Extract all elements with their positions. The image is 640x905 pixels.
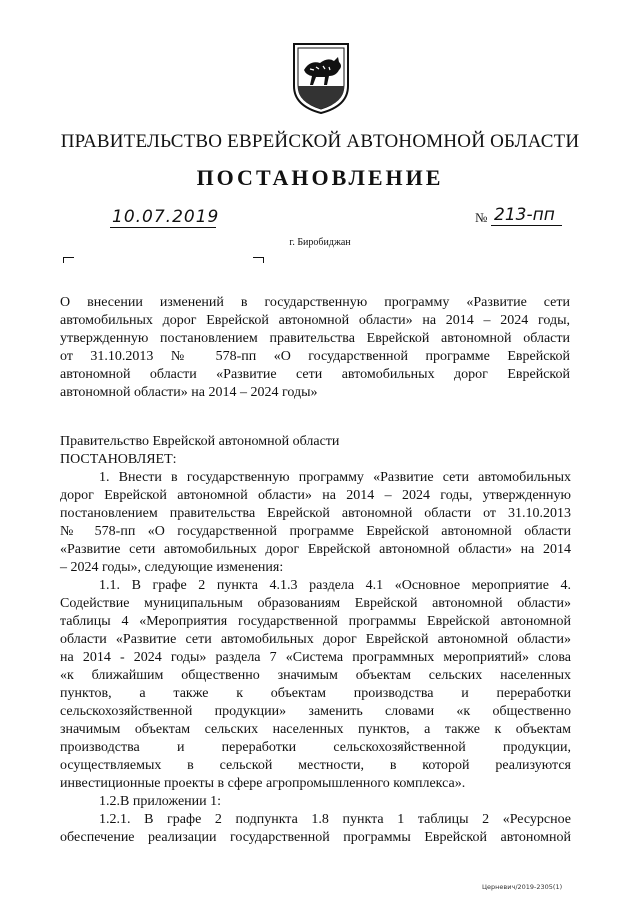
document-type: ПОСТАНОВЛЕНИЕ xyxy=(196,165,444,190)
body-line: значимым объектам сельских населенных пунктов, а также к объектам xyxy=(60,722,571,737)
number-label: № xyxy=(475,210,488,225)
body-line: дорог Еврейской автономной области» на 2014 – 2024 годы, утвержденную xyxy=(60,488,571,503)
body-line: 1.2.В приложении 1: xyxy=(99,794,222,809)
body-line: № 578-пп «О государственной программе Еврейской автономной области xyxy=(60,524,571,539)
body-line: инвестиционные проекты в сфере агропромышленного комплекса». xyxy=(60,776,466,791)
body-line: 1. Внести в государственную программу «Развитие сети автомобильных xyxy=(99,470,571,485)
body-line: осуществляемых в сельской местности, в которой реализуются xyxy=(60,758,571,773)
body-line: обеспечение реализации государственной программы Еврейской автономной xyxy=(60,830,571,845)
body-line: ПОСТАНОВЛЯЕТ: xyxy=(60,452,177,467)
document-date: 10.07.2019 xyxy=(112,207,220,227)
title-line: автономной области «Развитие сети автомобильных дорог Еврейской xyxy=(60,367,570,382)
body-line: Правительство Еврейской автономной области xyxy=(60,434,340,449)
title-line: О внесении изменений в государственную программу «Развитие сети xyxy=(60,295,570,310)
government-name: ПРАВИТЕЛЬСТВО ЕВРЕЙСКОЙ АВТОНОМНОЙ ОБЛАСТИ xyxy=(60,131,580,152)
body-line: пунктов, а также к объектам производства и переработки xyxy=(60,686,571,701)
title-bracket-right xyxy=(253,257,264,263)
title-line: утвержденную постановлением правительства Еврейской автономной области xyxy=(60,331,570,346)
coat-of-arms-emblem xyxy=(290,40,352,116)
body-line: Содействие муниципальным образованиям Еврейской автономной области» xyxy=(60,596,571,611)
body-line: постановлением правительства Еврейской автономной области от 31.10.2013 xyxy=(60,506,571,521)
body-line: сельскохозяйственной продукции» заменить словами «к общественно xyxy=(60,704,571,719)
title-line: автомобильных дорог Еврейской автономной области» на 2014 – 2024 годы, xyxy=(60,313,570,328)
body-line: 1.2.1. В графе 2 подпункта 1.8 пункта 1 таблицы 2 «Ресурсное xyxy=(99,812,571,827)
title-bracket-left xyxy=(63,257,74,263)
body-line: на 2014 - 2024 годы» раздела 7 «Система программных мероприятий» слова xyxy=(60,650,571,665)
body-line: «к ближайшим общественно значимым объектам сельских населенных xyxy=(60,668,571,683)
body-line: 1.1. В графе 2 пункта 4.1.3 раздела 4.1 «Основное мероприятие 4. xyxy=(99,578,571,593)
title-line: автономной области» на 2014 – 2024 годы» xyxy=(60,385,318,400)
city: г. Биробиджан xyxy=(289,237,351,248)
title-line: от 31.10.2013 № 578-пп «О государственной программе Еврейской xyxy=(60,349,570,364)
body-line: – 2024 годы», следующие изменения: xyxy=(60,560,284,575)
document-number: 213-пп xyxy=(491,205,562,226)
footer-reference: Церневич/2019-2305(1) xyxy=(482,883,563,891)
body-line: области «Развитие сети автомобильных дорог Еврейской автономной области» xyxy=(60,632,571,647)
body-line: производства и переработки сельскохозяйственной продукции, xyxy=(60,740,571,755)
body-line: «Развитие сети автомобильных дорог Еврейской автономной области» на 2014 xyxy=(60,542,571,557)
body-line: таблицы 4 «Мероприятия государственной программы Еврейской автономной xyxy=(60,614,571,629)
